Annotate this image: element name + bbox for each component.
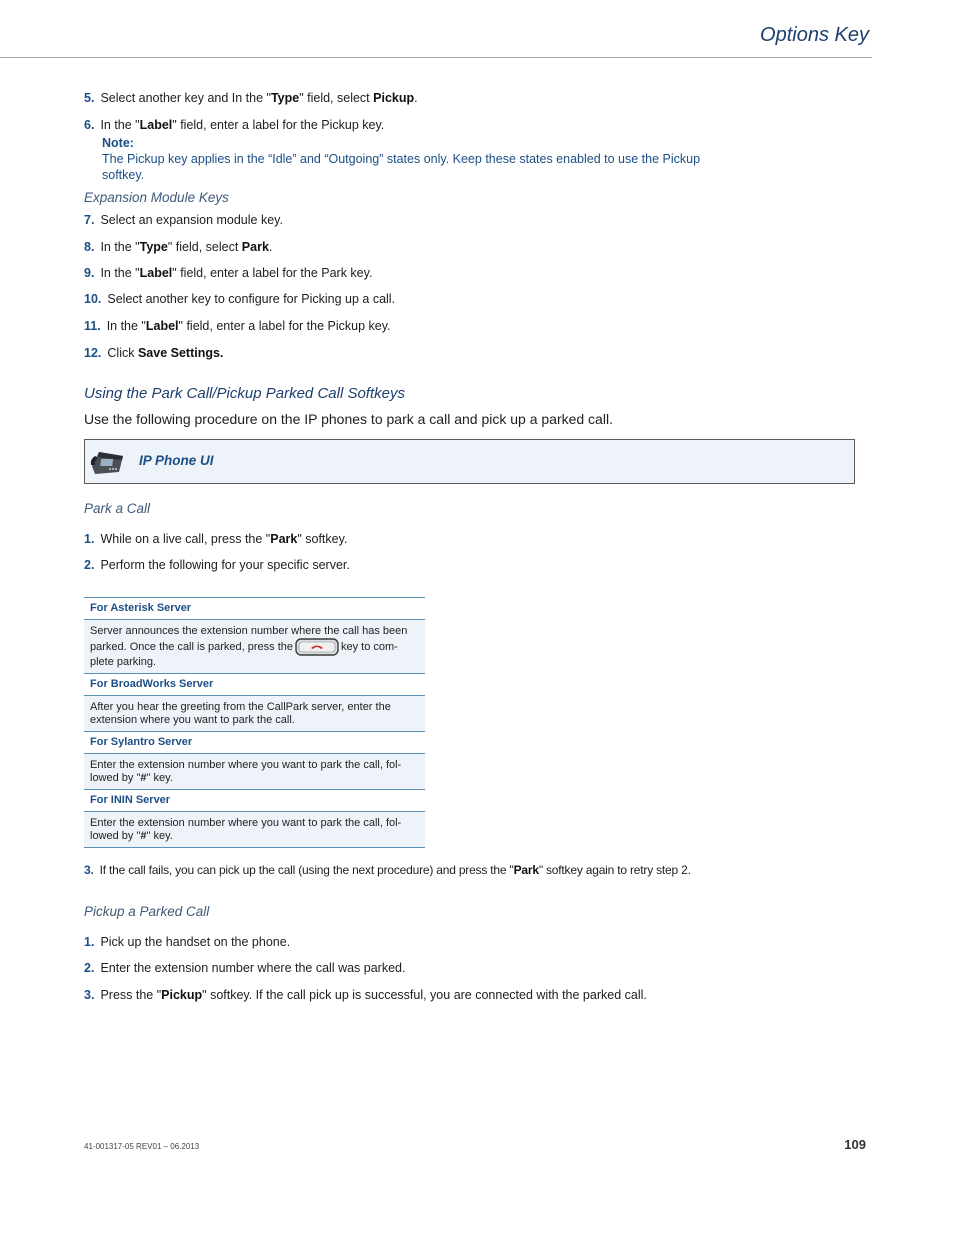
step-bold: Save Settings. [137, 346, 224, 360]
server-header: For Sylantro Server [84, 732, 425, 754]
step-text: Pick up the handset on the phone. [100, 935, 291, 949]
step-item [84, 318, 824, 335]
header-rule [0, 57, 872, 58]
step-number: 6. [84, 118, 95, 132]
step-bold: Label [145, 319, 179, 333]
note-label: Note: [102, 136, 134, 150]
step-number: 11. [84, 319, 101, 333]
server-text: " key. [146, 830, 173, 842]
step-text: Select an expansion module key. [100, 213, 283, 227]
step-item [84, 531, 824, 548]
step-text: In the " [106, 319, 146, 333]
ip-phone-ui-callout [84, 439, 855, 484]
step-item [84, 265, 824, 282]
pickup-subheading: Pickup a Parked Call [84, 904, 210, 919]
step-number: 1. [84, 935, 95, 949]
server-table [84, 597, 425, 848]
step-text: " field, enter a label for the Park key. [172, 266, 373, 280]
step-bold: Type [139, 240, 168, 254]
step-number: 9. [84, 266, 95, 280]
server-instructions [84, 812, 425, 848]
step-text: Select another key and In the " [100, 91, 271, 105]
step-bold: Park [241, 240, 269, 254]
end-call-key-icon [295, 638, 339, 656]
server-text: After you hear the greeting from the CallPark server, enter the extension where you want to park the call. [90, 701, 391, 726]
step-item [84, 934, 824, 951]
step-item [84, 960, 824, 977]
step-text: " field, enter a label for the Pickup key. [178, 319, 391, 333]
server-text: Enter the extension number where you want to park the call, fol-lowed by " [90, 817, 402, 842]
expansion-subheading: Expansion Module Keys [84, 190, 229, 205]
step-text: . [414, 91, 418, 105]
page-header-title: Options Key [760, 24, 869, 46]
step-item [84, 117, 824, 134]
step-text: In the " [100, 266, 140, 280]
step-item [84, 212, 824, 229]
step-bold: Label [139, 118, 173, 132]
server-instructions [84, 754, 425, 790]
step-text: " softkey. [297, 532, 348, 546]
section-intro: Use the following procedure on the IP phones to park a call and pick up a parked call. [84, 411, 613, 427]
step-bold: Pickup [373, 91, 415, 105]
step-item [84, 90, 824, 107]
step-text: " field, enter a label for the Pickup key. [172, 118, 385, 132]
step-number: 2. [84, 961, 95, 975]
step-text: Click [107, 346, 138, 360]
step-number: 10. [84, 292, 102, 306]
step-bold: Label [139, 266, 173, 280]
server-text: Server announces the extension number where the call has been parked. Once the call is parked, press the [90, 625, 408, 653]
step-text: . [268, 240, 273, 254]
footer-page-number: 109 [844, 1137, 866, 1152]
section-heading: Using the Park Call/Pickup Parked Call Softkeys [84, 385, 405, 402]
step-text: Select another key to configure for Picking up a call. [107, 292, 396, 306]
server-header: For ININ Server [84, 790, 425, 812]
step-bold: Type [270, 91, 300, 105]
step-bold: Pickup [161, 988, 203, 1002]
step-number: 8. [84, 240, 95, 254]
step-number: 2. [84, 558, 95, 572]
step-text: Press the " [100, 988, 162, 1002]
step-number: 1. [84, 532, 95, 546]
server-text: Enter the extension number where you want to park the call, fol-lowed by " [90, 759, 402, 784]
step-text: In the " [100, 240, 140, 254]
step-number: 3. [84, 863, 94, 877]
server-header: For Asterisk Server [84, 598, 425, 620]
footer-doc-id: 41-001317-05 REV01 – 06.2013 [84, 1142, 200, 1151]
step-item [84, 862, 824, 879]
step-number: 7. [84, 213, 95, 227]
server-text: key to com-plete parking. [90, 640, 398, 668]
server-bold: # [140, 830, 147, 842]
server-instructions [84, 620, 425, 674]
step-text: If the call fails, you can pick up the call (using the next procedure) and press the " [99, 863, 514, 877]
server-text: " key. [146, 772, 173, 784]
step-item [84, 987, 824, 1004]
callout-label: IP Phone UI [139, 453, 214, 468]
server-instructions [84, 696, 425, 732]
step-bold: Park [270, 532, 298, 546]
step-text: " field, select [167, 240, 242, 254]
step-text: " field, select [299, 91, 374, 105]
step-item [84, 291, 824, 308]
desk-phone-icon [89, 446, 127, 476]
step-item [84, 239, 824, 256]
note-block [102, 135, 742, 183]
step-text: " softkey again to retry step 2. [538, 863, 691, 877]
step-number: 12. [84, 346, 102, 360]
step-number: 3. [84, 988, 95, 1002]
server-header: For BroadWorks Server [84, 674, 425, 696]
step-bold: Park [513, 863, 539, 877]
park-subheading: Park a Call [84, 501, 151, 516]
server-bold: # [140, 772, 147, 784]
step-item [84, 345, 824, 362]
step-text: While on a live call, press the " [100, 532, 271, 546]
step-item [84, 557, 824, 574]
step-text: Enter the extension number where the call was parked. [100, 961, 406, 975]
note-text: The Pickup key applies in the “Idle” and “Outgoing” states only. Keep these states enabled to use the Pickup softkey. [102, 152, 701, 182]
step-text: " softkey. If the call pick up is successful, you are connected with the parked call. [202, 988, 647, 1002]
step-text: In the " [100, 118, 140, 132]
step-number: 5. [84, 91, 95, 105]
step-text: Perform the following for your specific server. [100, 558, 350, 572]
